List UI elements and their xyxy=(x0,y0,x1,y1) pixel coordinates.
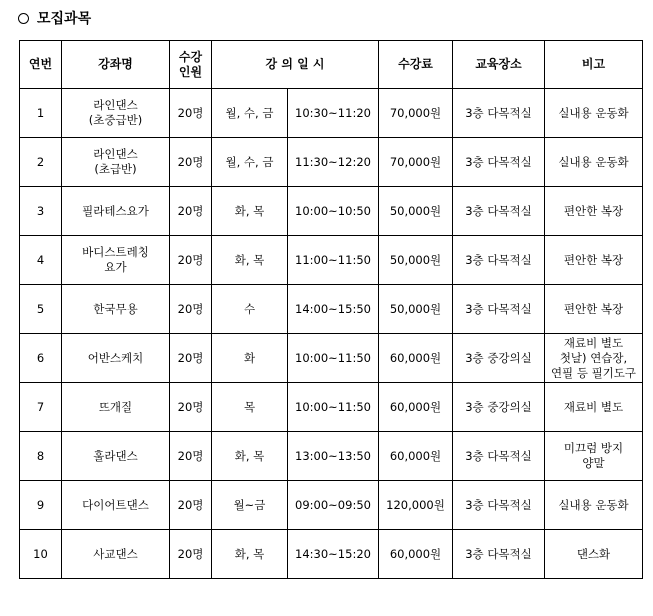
table-header xyxy=(20,41,643,89)
cell-note: 편안한 복장 xyxy=(545,285,643,334)
table-row xyxy=(20,138,643,187)
cell-course: 라인댄스 (초중급반) xyxy=(62,89,170,138)
cell-capacity: 20명 xyxy=(170,383,212,432)
cell-note: 재료비 별도 xyxy=(545,383,643,432)
cell-capacity: 20명 xyxy=(170,334,212,383)
cell-note: 재료비 별도 첫날) 연습장, 연필 등 필기도구 xyxy=(545,334,643,383)
table-row xyxy=(20,187,643,236)
cell-capacity: 20명 xyxy=(170,481,212,530)
cell-days: 화, 목 xyxy=(212,187,288,236)
cell-location: 3층 다목적실 xyxy=(453,285,545,334)
cell-location: 3층 중강의실 xyxy=(453,383,545,432)
cell-note: 편안한 복장 xyxy=(545,236,643,285)
cell-location: 3층 다목적실 xyxy=(453,138,545,187)
table-row xyxy=(20,432,643,481)
cell-time: 10:00~11:50 xyxy=(288,383,379,432)
cell-fee: 60,000원 xyxy=(379,334,453,383)
cell-fee: 60,000원 xyxy=(379,530,453,579)
cell-no: 10 xyxy=(20,530,62,579)
cell-days: 화, 목 xyxy=(212,530,288,579)
section-title: 모집과목 xyxy=(37,11,92,27)
cell-days: 화, 목 xyxy=(212,432,288,481)
cell-days: 수 xyxy=(212,285,288,334)
cell-course: 바디스트레칭 요가 xyxy=(62,236,170,285)
cell-capacity: 20명 xyxy=(170,530,212,579)
cell-course: 다이어트댄스 xyxy=(62,481,170,530)
cell-time: 10:00~11:50 xyxy=(288,334,379,383)
cell-capacity: 20명 xyxy=(170,236,212,285)
cell-capacity: 20명 xyxy=(170,285,212,334)
cell-note: 편안한 복장 xyxy=(545,187,643,236)
cell-time: 11:30~12:20 xyxy=(288,138,379,187)
cell-fee: 70,000원 xyxy=(379,138,453,187)
header-schedule: 강 의 일 시 xyxy=(212,41,379,89)
cell-no: 2 xyxy=(20,138,62,187)
cell-location: 3층 다목적실 xyxy=(453,481,545,530)
header-location: 교육장소 xyxy=(453,41,545,89)
cell-time: 10:30~11:20 xyxy=(288,89,379,138)
cell-no: 6 xyxy=(20,334,62,383)
header-course: 강좌명 xyxy=(62,41,170,89)
cell-fee: 60,000원 xyxy=(379,383,453,432)
cell-course: 어반스케치 xyxy=(62,334,170,383)
cell-fee: 70,000원 xyxy=(379,89,453,138)
cell-note: 미끄럼 방지 양말 xyxy=(545,432,643,481)
table-row xyxy=(20,530,643,579)
section-heading xyxy=(18,8,91,28)
cell-days: 월, 수, 금 xyxy=(212,89,288,138)
header-capacity: 수강 인원 xyxy=(170,41,212,89)
cell-days: 월~금 xyxy=(212,481,288,530)
cell-fee: 50,000원 xyxy=(379,285,453,334)
cell-course: 한국무용 xyxy=(62,285,170,334)
header-row xyxy=(20,41,643,89)
table-body xyxy=(20,89,643,579)
cell-capacity: 20명 xyxy=(170,89,212,138)
circle-bullet-icon xyxy=(18,13,29,24)
course-schedule-table xyxy=(19,40,643,579)
cell-days: 화, 목 xyxy=(212,236,288,285)
table-row xyxy=(20,89,643,138)
table-row xyxy=(20,236,643,285)
cell-note: 실내용 운동화 xyxy=(545,481,643,530)
cell-no: 5 xyxy=(20,285,62,334)
header-fee: 수강료 xyxy=(379,41,453,89)
cell-time: 11:00~11:50 xyxy=(288,236,379,285)
cell-no: 4 xyxy=(20,236,62,285)
cell-fee: 60,000원 xyxy=(379,432,453,481)
cell-note: 댄스화 xyxy=(545,530,643,579)
cell-location: 3층 다목적실 xyxy=(453,236,545,285)
cell-capacity: 20명 xyxy=(170,138,212,187)
cell-days: 목 xyxy=(212,383,288,432)
cell-location: 3층 다목적실 xyxy=(453,187,545,236)
cell-no: 7 xyxy=(20,383,62,432)
cell-course: 라인댄스 (초급반) xyxy=(62,138,170,187)
cell-time: 10:00~10:50 xyxy=(288,187,379,236)
cell-location: 3층 다목적실 xyxy=(453,530,545,579)
table-row xyxy=(20,334,643,383)
cell-no: 3 xyxy=(20,187,62,236)
cell-location: 3층 중강의실 xyxy=(453,334,545,383)
cell-time: 14:00~15:50 xyxy=(288,285,379,334)
cell-course: 사교댄스 xyxy=(62,530,170,579)
header-no: 연번 xyxy=(20,41,62,89)
cell-no: 9 xyxy=(20,481,62,530)
cell-location: 3층 다목적실 xyxy=(453,432,545,481)
cell-course: 필라테스요가 xyxy=(62,187,170,236)
cell-capacity: 20명 xyxy=(170,432,212,481)
cell-capacity: 20명 xyxy=(170,187,212,236)
cell-course: 훌라댄스 xyxy=(62,432,170,481)
cell-time: 14:30~15:20 xyxy=(288,530,379,579)
cell-fee: 120,000원 xyxy=(379,481,453,530)
table-row xyxy=(20,383,643,432)
header-note: 비고 xyxy=(545,41,643,89)
cell-days: 월, 수, 금 xyxy=(212,138,288,187)
cell-time: 09:00~09:50 xyxy=(288,481,379,530)
cell-days: 화 xyxy=(212,334,288,383)
cell-no: 8 xyxy=(20,432,62,481)
cell-time: 13:00~13:50 xyxy=(288,432,379,481)
table-row xyxy=(20,481,643,530)
table-row xyxy=(20,285,643,334)
cell-no: 1 xyxy=(20,89,62,138)
cell-course: 뜨개질 xyxy=(62,383,170,432)
cell-note: 실내용 운동화 xyxy=(545,89,643,138)
cell-location: 3층 다목적실 xyxy=(453,89,545,138)
cell-fee: 50,000원 xyxy=(379,187,453,236)
cell-fee: 50,000원 xyxy=(379,236,453,285)
cell-note: 실내용 운동화 xyxy=(545,138,643,187)
